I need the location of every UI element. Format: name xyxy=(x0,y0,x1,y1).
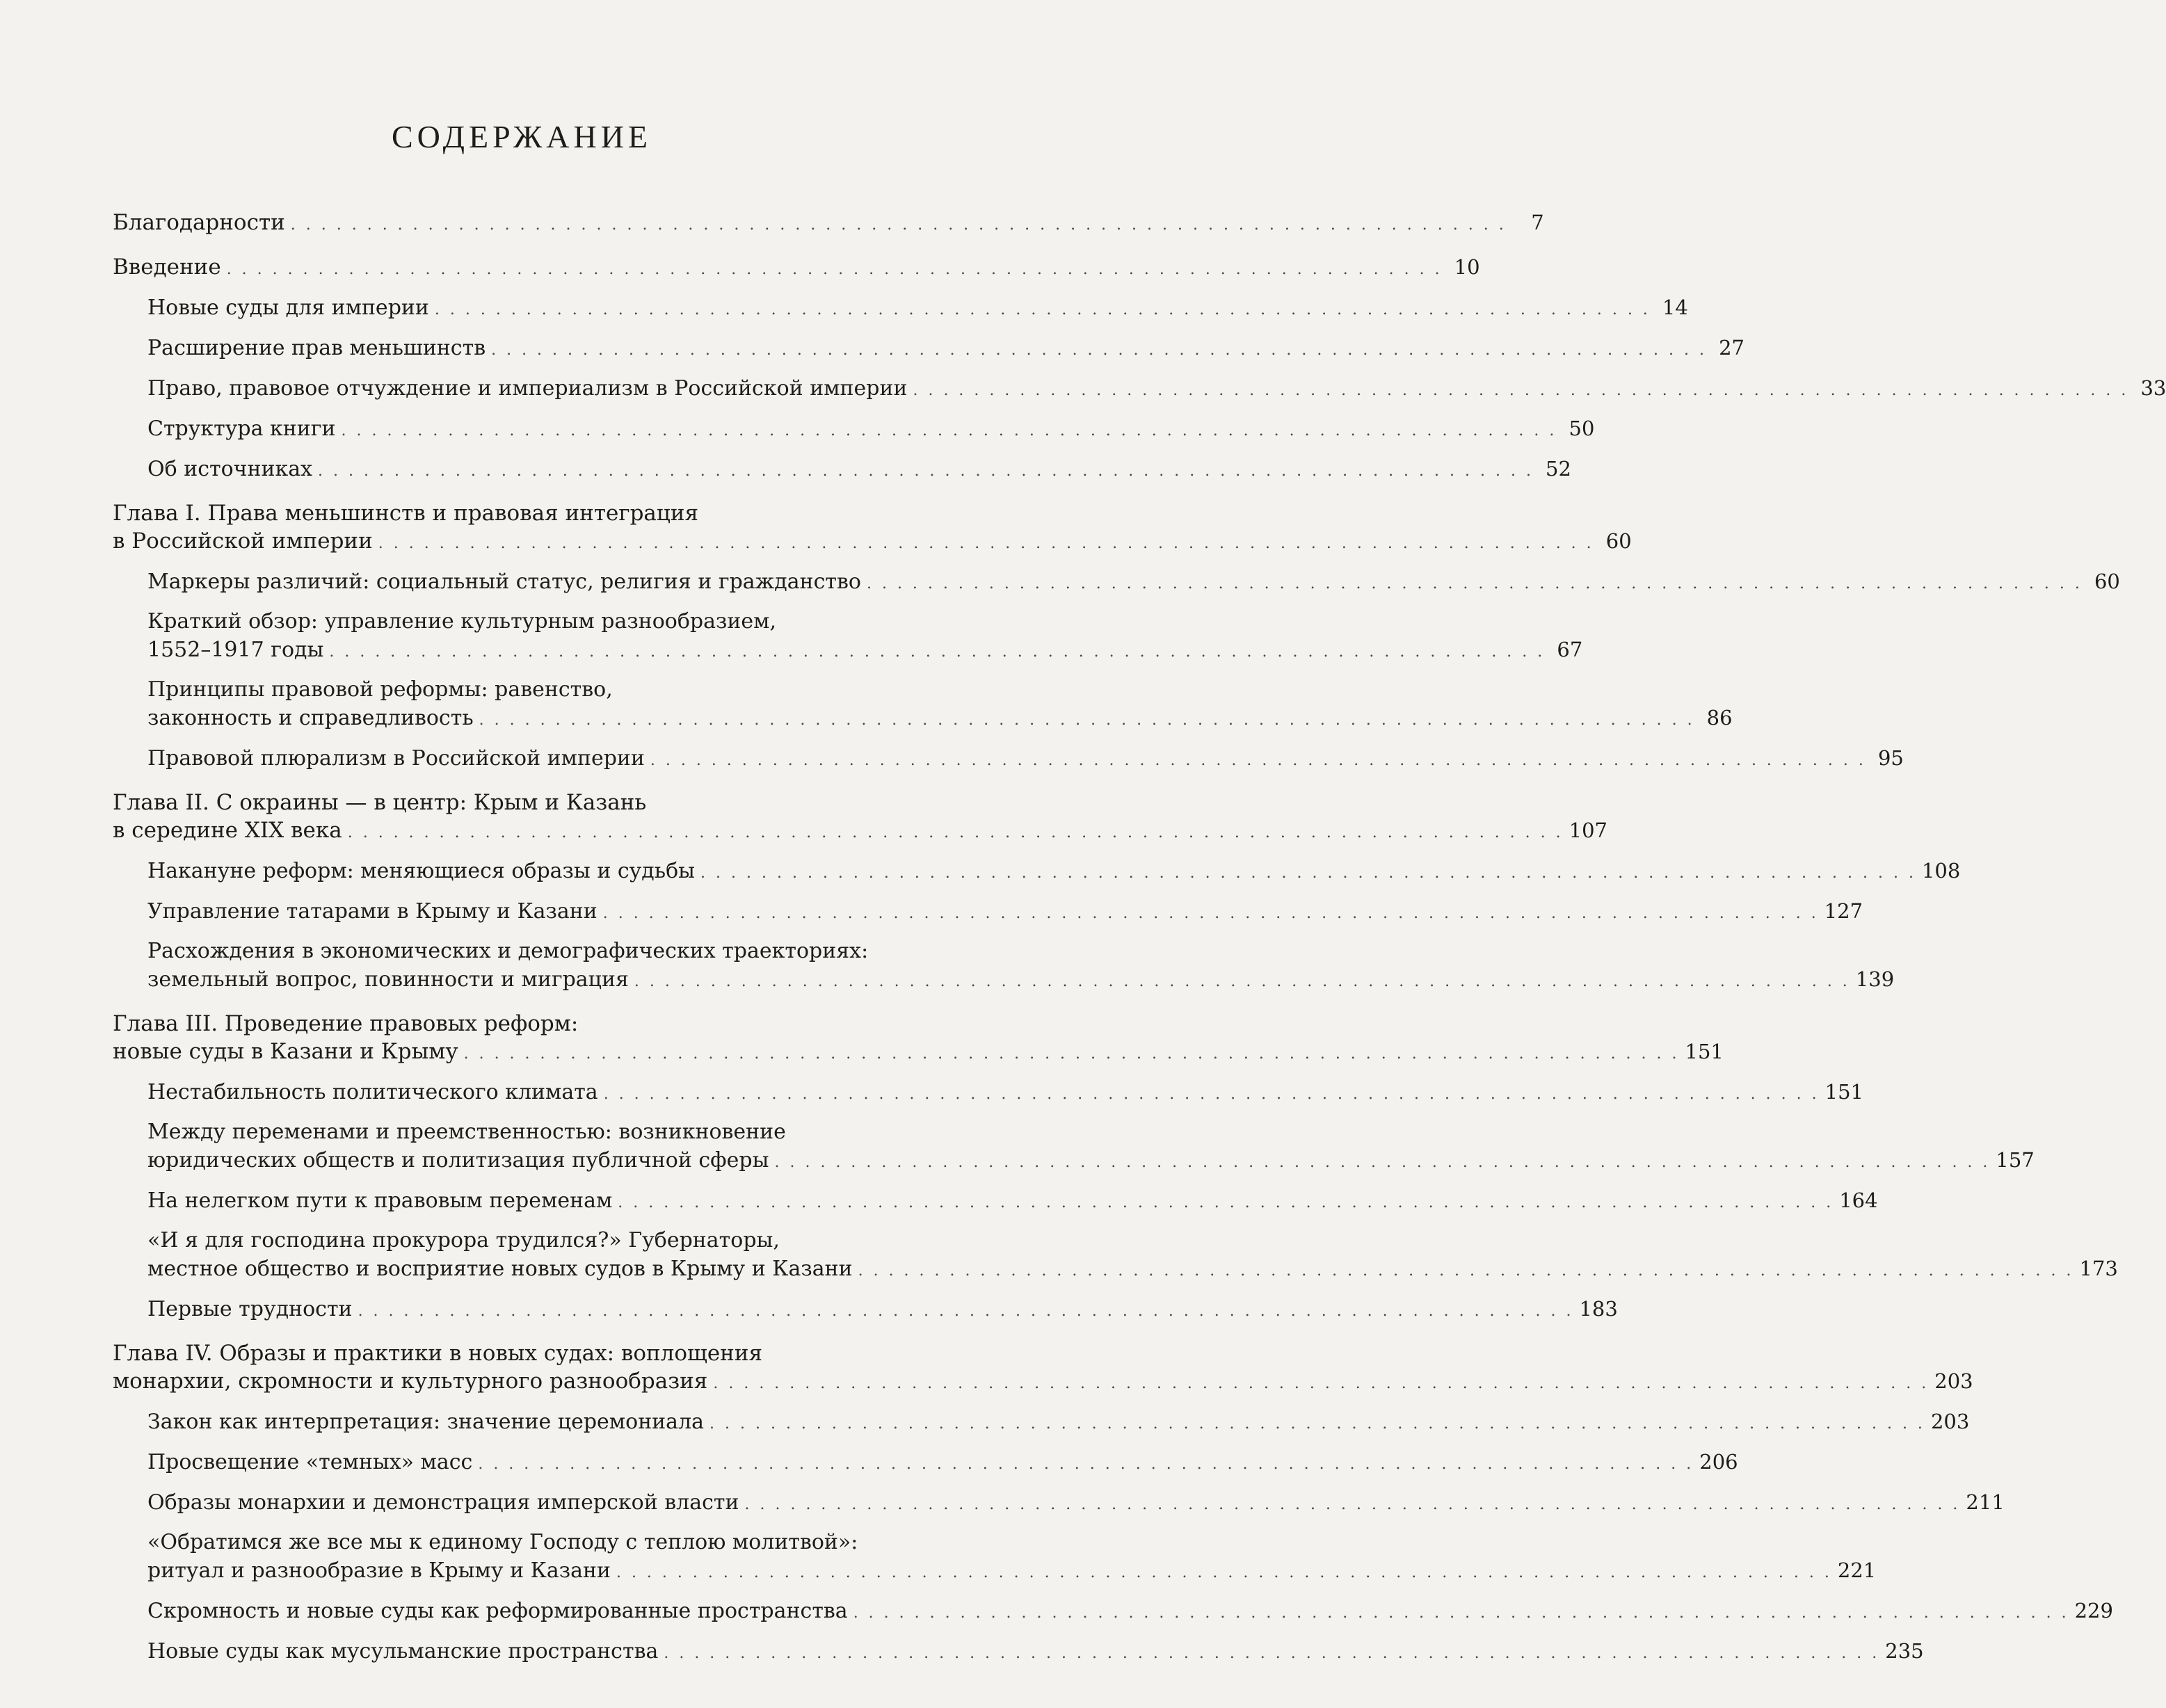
toc-entry-title-line: «Обратимся же все мы к единому Господу с теплою молитвой»: xyxy=(147,1530,858,1554)
toc-entry-title: Об источниках xyxy=(147,457,313,481)
toc-entry-line xyxy=(147,897,1863,928)
toc-entry-title: юридических обществ и политизация публичной сферы xyxy=(147,1148,769,1173)
page-number: 173 xyxy=(2079,1257,2118,1280)
toc-entry-title: ритуал и разнообразие в Крыму и Казани xyxy=(147,1558,611,1583)
toc-section-entry xyxy=(113,414,1595,445)
dot-leader: . . . . . . . . . . . . . . . . . . . . . . . . . . . . . . . . . . . . . . . . . . . . . . . . . . . . . . . . . . . . . . . . . . . . . . . . . . . . . . . . xyxy=(634,973,1850,990)
toc-entry-line xyxy=(147,1186,1878,1217)
toc-section-entry xyxy=(113,334,1745,364)
page-number: 151 xyxy=(1685,1040,1724,1063)
dot-leader: . . . . . . . . . . . . . . . . . . . . . . . . . . . . . . . . . . . . . . . . . . . . . . . . . . . . . . . . . . . . . . . . . . . . . . . . . . . . . . . . xyxy=(602,905,1819,922)
toc-entry-title: На нелегком пути к правовым переменам xyxy=(147,1189,613,1213)
toc-entry-line xyxy=(147,1078,1863,1109)
dot-leader: . . . . . . . . . . . . . . . . . . . . . . . . . . . . . . . . . . . . . . . . . . . . . . . . . . . . . . . . . . . . . . . . . . . . . . . . . . . . . . . . xyxy=(664,1645,1880,1662)
page-number: 7 xyxy=(1531,211,1544,234)
toc-section-entry xyxy=(113,1295,1618,1326)
page-number: 95 xyxy=(1877,746,1904,770)
toc-entry-title: Накануне реформ: меняющиеся образы и судьбы xyxy=(147,859,696,883)
toc-entry-line xyxy=(147,374,2166,405)
page-number: 52 xyxy=(1546,457,1571,481)
toc-section-entry xyxy=(113,1118,2035,1177)
dot-leader: . . . . . . . . . . . . . . . . . . . . . . . . . . . . . . . . . . . . . . . . . . . . . . . . . . . . . . . . . . . . . . . . . . . . . . . . . . . . . . . . xyxy=(744,1496,1961,1513)
toc-entry-line xyxy=(147,1556,1877,1587)
toc-entry-line xyxy=(147,1637,1924,1668)
toc-section-entry xyxy=(113,1408,1970,1438)
page-number: 33 xyxy=(2140,376,2166,400)
toc-entry-line xyxy=(113,816,1607,847)
toc-entry-title: Расширение прав меньшинств xyxy=(147,336,486,360)
toc-entry-title-line: Краткий обзор: управление культурным разнообразием, xyxy=(147,609,776,634)
toc-section-entry xyxy=(113,1078,1863,1109)
toc-section-entry xyxy=(113,608,1583,666)
page-number: 203 xyxy=(1934,1369,1973,1393)
toc-section-entry xyxy=(113,744,1904,775)
toc-section-entry xyxy=(113,1448,1738,1479)
toc-section-entry xyxy=(113,676,1733,734)
toc-entry-line xyxy=(147,1146,2035,1177)
toc-entry-title: Право, правовое отчуждение и империализм в Российской империи xyxy=(147,376,908,401)
toc-chapter-entry xyxy=(113,789,1607,847)
dot-leader: . . . . . . . . . . . . . . . . . . . . . . . . . . . . . . . . . . . . . . . . . . . . . . . . . . . . . . . . . . . . . . . . . . . . . . . . . . . . . . . . xyxy=(866,575,2083,593)
toc-entry-line xyxy=(147,965,1895,996)
page-title: СОДЕРЖАНИЕ xyxy=(391,119,652,154)
toc-entry-title-line: Расхождения в экономических и демографических траекториях: xyxy=(147,939,869,963)
page-number: 108 xyxy=(1921,859,1961,883)
toc-entry-line xyxy=(113,1038,1724,1068)
page-number: 235 xyxy=(1885,1639,1924,1663)
toc-entry-title: Новые суды как мусульманские пространства xyxy=(147,1639,659,1663)
dot-leader: . . . . . . . . . . . . . . . . . . . . . . . . . . . . . . . . . . . . . . . . . . . . . . . . . . . . . . . . . . . . . . . . . . . . . . . . . . . . . . . . xyxy=(226,261,1443,278)
toc-entry-title-line: Глава II. С окраины — в центр: Крым и Казань xyxy=(113,790,647,815)
toc-section-entry xyxy=(113,1488,2005,1519)
toc-entry-title: 1552–1917 годы xyxy=(147,638,324,662)
page-number: 60 xyxy=(2094,570,2120,593)
toc-entry-title-line: Глава IV. Образы и практики в новых судах: воплощения xyxy=(113,1341,763,1366)
table-of-contents xyxy=(113,209,2166,1668)
toc-entry-line xyxy=(147,455,1571,485)
toc-entry-title: земельный вопрос, повинности и миграция xyxy=(147,967,629,992)
dot-leader: . . . . . . . . . . . . . . . . . . . . . . . . . . . . . . . . . . . . . . . . . . . . . . . . . . . . . . . . . . . . . . . . . . . . . . . . . . . . . . . . xyxy=(378,535,1594,552)
toc-entry-line xyxy=(147,704,1733,734)
dot-leader: . . . . . . . . . . . . . . . . . . . . . . . . . . . . . . . . . . . . . . . . . . . . . . . . . . . . . . . . . . . . . . . . . . . . . . . . . . . . . . . . xyxy=(774,1154,1991,1171)
dot-leader: . . . . . . . . . . . . . . . . . . . . . . . . . . . . . . . . . . . . . . . . . . . . . . . . . . . . . . . . . . . . . . . . . . . . . . . . . . . . . . . . xyxy=(618,1194,1834,1211)
page-number: 27 xyxy=(1719,336,1745,360)
page-number: 86 xyxy=(1706,706,1733,730)
dot-leader: . . . . . . . . . . . . . . . . . . . . . . . . . . . . . . . . . . . . . . . . . . . . . . . . . . . . . . . . . . . . . . . . . . . . . . . . . . . . . . . . xyxy=(290,216,1507,234)
toc-section-entry xyxy=(113,374,2166,405)
toc-entry-title: Образы монархии и демонстрация имперской власти xyxy=(147,1490,739,1515)
toc-entry-line xyxy=(147,857,1961,887)
dot-leader: . . . . . . . . . . . . . . . . . . . . . . . . . . . . . . . . . . . . . . . . . . . . . . . . . . . . . . . . . . . . . . . . . . . . . . . . . . . . . . . . xyxy=(650,752,1866,769)
toc-entry-line xyxy=(147,636,1583,666)
toc-entry-title: Скромность и новые суды как реформированные пространства xyxy=(147,1599,848,1623)
toc-entry-line xyxy=(147,334,1745,364)
toc-entry-title: новые суды в Казани и Крыму xyxy=(113,1039,458,1064)
toc-entry-line xyxy=(147,414,1595,445)
page-number: 139 xyxy=(1855,967,1895,991)
toc-entry-title: в середине XIX века xyxy=(113,818,342,843)
toc-section-entry xyxy=(113,1227,2118,1285)
dot-leader: . . . . . . . . . . . . . . . . . . . . . . . . . . . . . . . . . . . . . . . . . . . . . . . . . . . . . . . . . . . . . . . . . . . . . . . . . . . . . . . . xyxy=(858,1262,2074,1280)
toc-entry-line xyxy=(113,1367,1973,1398)
toc-entry-title-line: Между переменами и преемственностью: возникновение xyxy=(147,1120,786,1144)
toc-entry-title: Структура книги xyxy=(147,417,336,441)
dot-leader: . . . . . . . . . . . . . . . . . . . . . . . . . . . . . . . . . . . . . . . . . . . . . . . . . . . . . . . . . . . . . . . . . . . . . . . . . . . . . . . . xyxy=(341,422,1557,440)
toc-chapter-entry xyxy=(113,1010,1724,1068)
page-number: 60 xyxy=(1605,529,1632,553)
page-number: 67 xyxy=(1557,638,1583,661)
toc-entry-title: Новые суды для империи xyxy=(147,296,429,320)
toc-entry-title: Первые трудности xyxy=(147,1297,353,1321)
toc-entry-line xyxy=(147,1488,2005,1519)
dot-leader: . . . . . . . . . . . . . . . . . . . . . . . . . . . . . . . . . . . . . . . . . . . . . . . . . . . . . . . . . . . . . . . . . . . . . . . . . . . . . . . . xyxy=(318,462,1534,480)
page-number: 211 xyxy=(1966,1490,2005,1514)
toc-entry-title: Закон как интерпретация: значение церемониала xyxy=(147,1410,705,1434)
page-number: 14 xyxy=(1662,296,1688,319)
toc-entry-title: монархии, скромности и культурного разнообразия xyxy=(113,1369,708,1394)
toc-entry-line xyxy=(147,567,2120,598)
toc-section-entry xyxy=(113,897,1863,928)
toc-entry-title: Управление татарами в Крыму и Казани xyxy=(147,899,597,924)
toc-entry-title: Нестабильность политического климата xyxy=(147,1080,598,1104)
dot-leader: . . . . . . . . . . . . . . . . . . . . . . . . . . . . . . . . . . . . . . . . . . . . . . . . . . . . . . . . . . . . . . . . . . . . . . . . . . . . . . . . xyxy=(913,382,2129,399)
page-number: 221 xyxy=(1837,1558,1877,1582)
toc-section-entry xyxy=(113,1529,1877,1587)
toc-entry-title: Просвещение «темных» масс xyxy=(147,1450,473,1474)
page-number: 206 xyxy=(1699,1450,1738,1474)
toc-entry-line xyxy=(147,744,1904,775)
dot-leader: . . . . . . . . . . . . . . . . . . . . . . . . . . . . . . . . . . . . . . . . . . . . . . . . . . . . . . . . . . . . . . . . . . . . . . . . . . . . . . . . xyxy=(358,1303,1574,1320)
page-number: 151 xyxy=(1824,1080,1863,1104)
page-number: 203 xyxy=(1930,1410,1970,1433)
dot-leader: . . . . . . . . . . . . . . . . . . . . . . . . . . . . . . . . . . . . . . . . . . . . . . . . . . . . . . . . . . . . . . . . . . . . . . . . . . . . . . . . xyxy=(478,1456,1694,1473)
dot-leader: . . . . . . . . . . . . . . . . . . . . . . . . . . . . . . . . . . . . . . . . . . . . . . . . . . . . . . . . . . . . . . . . . . . . . . . . . . . . . . . . xyxy=(491,341,1708,359)
toc-section-entry xyxy=(113,857,1961,887)
toc-section-entry xyxy=(113,567,2120,598)
page-number: 127 xyxy=(1824,899,1863,923)
toc-section-entry xyxy=(113,455,1571,485)
toc-entry-title: Правовой плюрализм в Российской империи xyxy=(147,746,645,771)
toc-section-entry xyxy=(113,1637,1924,1668)
toc-entry-line xyxy=(113,527,1632,558)
toc-section-entry xyxy=(113,937,1895,996)
toc-entry-title: местное общество и восприятие новых судов в Крыму и Казани xyxy=(147,1257,853,1281)
dot-leader: . . . . . . . . . . . . . . . . . . . . . . . . . . . . . . . . . . . . . . . . . . . . . . . . . . . . . . . . . . . . . . . . . . . . . . . . . . . . . . . . xyxy=(434,301,1651,319)
toc-entry-line xyxy=(113,253,1480,284)
toc-entry-line xyxy=(147,293,1688,324)
page-number: 10 xyxy=(1454,255,1480,279)
dot-leader: . . . . . . . . . . . . . . . . . . . . . . . . . . . . . . . . . . . . . . . . . . . . . . . . . . . . . . . . . . . . . . . . . . . . . . . . . . . . . . . . xyxy=(347,824,1564,841)
toc-entry-title: в Российской империи xyxy=(113,529,373,554)
dot-leader: . . . . . . . . . . . . . . . . . . . . . . . . . . . . . . . . . . . . . . . . . . . . . . . . . . . . . . . . . . . . . . . . . . . . . . . . . . . . . . . . xyxy=(479,711,1695,729)
toc-entry-line xyxy=(147,1597,2113,1627)
toc-chapter-entry xyxy=(113,253,1480,284)
dot-leader: . . . . . . . . . . . . . . . . . . . . . . . . . . . . . . . . . . . . . . . . . . . . . . . . . . . . . . . . . . . . . . . . . . . . . . . . . . . . . . . . xyxy=(709,1415,1925,1433)
toc-entry-title: Маркеры различий: социальный статус, религия и гражданство xyxy=(147,570,861,594)
toc-entry-title: Введение xyxy=(113,255,221,280)
dot-leader: . . . . . . . . . . . . . . . . . . . . . . . . . . . . . . . . . . . . . . . . . . . . . . . . . . . . . . . . . . . . . . . . . . . . . . . . . . . . . . . . xyxy=(713,1375,1930,1392)
page-number: 157 xyxy=(1996,1148,2035,1172)
toc-section-entry xyxy=(113,1597,2113,1627)
toc-entry-line xyxy=(147,1408,1970,1438)
dot-leader: . . . . . . . . . . . . . . . . . . . . . . . . . . . . . . . . . . . . . . . . . . . . . . . . . . . . . . . . . . . . . . . . . . . . . . . . . . . . . . . . xyxy=(329,643,1546,661)
toc-chapter-entry xyxy=(113,1339,1973,1398)
toc-entry-line xyxy=(147,1295,1618,1326)
dot-leader: . . . . . . . . . . . . . . . . . . . . . . . . . . . . . . . . . . . . . . . . . . . . . . . . . . . . . . . . . . . . . . . . . . . . . . . . . . . . . . . . xyxy=(616,1564,1832,1581)
toc-entry-line xyxy=(113,209,1544,239)
page-number: 164 xyxy=(1839,1189,1878,1212)
toc-entry-line xyxy=(147,1255,2118,1285)
dot-leader: . . . . . . . . . . . . . . . . . . . . . . . . . . . . . . . . . . . . . . . . . . . . . . . . . . . . . . . . . . . . . . . . . . . . . . . . . . . . . . . . xyxy=(853,1604,2069,1622)
toc-section-entry xyxy=(113,1186,1878,1217)
toc-entry-line xyxy=(147,1448,1738,1479)
page-number: 229 xyxy=(2074,1599,2113,1622)
toc-entry-title-line: «И я для господина прокурора трудился?» Губернаторы, xyxy=(147,1228,780,1252)
dot-leader: . . . . . . . . . . . . . . . . . . . . . . . . . . . . . . . . . . . . . . . . . . . . . . . . . . . . . . . . . . . . . . . . . . . . . . . . . . . . . . . . xyxy=(603,1086,1820,1103)
toc-entry-title-line: Принципы правовой реформы: равенство, xyxy=(147,677,613,702)
toc-chapter-entry xyxy=(113,209,1544,239)
toc-entry-title: законность и справедливость xyxy=(147,706,474,730)
toc-entry-title-line: Глава III. Проведение правовых реформ: xyxy=(113,1011,579,1036)
page-number: 183 xyxy=(1579,1297,1618,1321)
page-number: 107 xyxy=(1569,819,1607,842)
toc-section-entry xyxy=(113,293,1688,324)
dot-leader: . . . . . . . . . . . . . . . . . . . . . . . . . . . . . . . . . . . . . . . . . . . . . . . . . . . . . . . . . . . . . . . . . . . . . . . . . . . . . . . . xyxy=(700,864,1916,882)
toc-entry-title: Благодарности xyxy=(113,210,285,235)
toc-entry-title-line: Глава I. Права меньшинств и правовая интеграция xyxy=(113,501,699,526)
dot-leader: . . . . . . . . . . . . . . . . . . . . . . . . . . . . . . . . . . . . . . . . . . . . . . . . . . . . . . . . . . . . . . . . . . . . . . . . . . . . . . . . xyxy=(463,1045,1680,1063)
page-number: 50 xyxy=(1569,417,1595,440)
toc-chapter-entry xyxy=(113,499,1632,558)
